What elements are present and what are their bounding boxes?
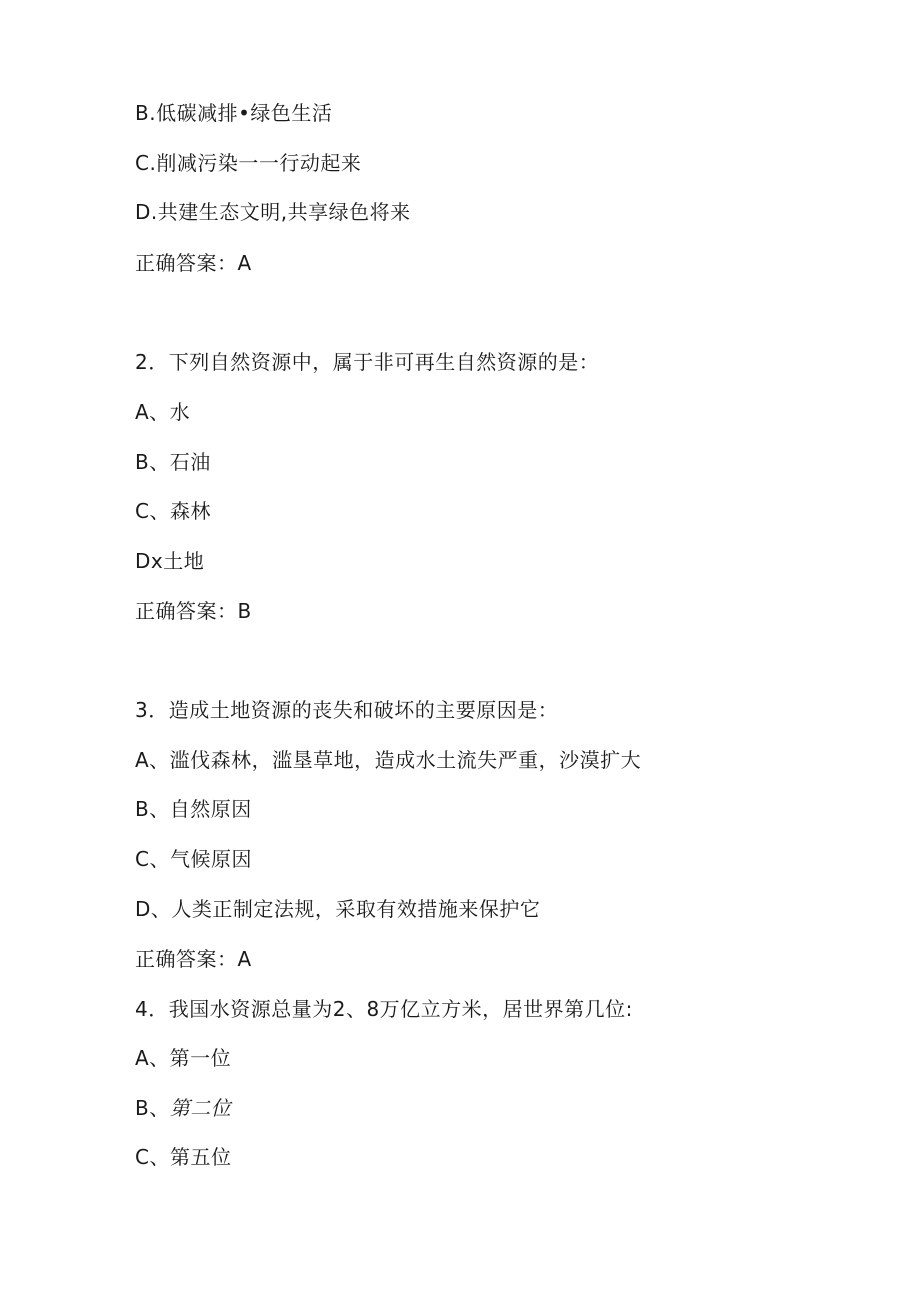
q2-option-d: Dx土地: [135, 549, 205, 573]
q3-option-b: B、自然原因: [135, 797, 252, 821]
q3-question: 3．造成土地资源的丧失和破坏的主要原因是：: [135, 698, 559, 722]
q1-option-d: D.共建生态文明,共享绿色将来: [135, 200, 411, 224]
q4-option-b: [135, 1095, 231, 1121]
q4-option-a: A、第一位: [135, 1046, 232, 1070]
q4-option-b-prefix: B、: [135, 1096, 170, 1120]
q3-option-c: C、气候原因: [135, 847, 252, 871]
q2-answer: 正确答案：B: [135, 599, 252, 623]
q3-option-d: D、人类正制定法规，采取有效措施来保护它: [135, 897, 541, 921]
q3-option-a: A、滥伐森林，滥垦草地，造成水土流失严重，沙漠扩大: [135, 748, 642, 772]
q2-option-b: B、石油: [135, 450, 211, 474]
q4-option-b-text: 第二位: [169, 1096, 232, 1120]
q4-option-c: C、第五位: [135, 1145, 232, 1169]
q2-question: 2．下列自然资源中，属于非可再生自然资源的是：: [135, 350, 600, 374]
q1-option-c: C.削减污染一一行动起来: [135, 151, 362, 175]
q2-option-a: A、水: [135, 400, 191, 424]
q1-answer: 正确答案：A: [135, 251, 252, 275]
q3-answer: 正确答案：A: [135, 947, 252, 971]
q2-option-c: C、森林: [135, 499, 211, 523]
q1-option-b: B.低碳减排•绿色生活: [135, 101, 333, 125]
q4-question: 4．我国水资源总量为2、8万亿立方米，居世界第几位:: [135, 997, 633, 1021]
